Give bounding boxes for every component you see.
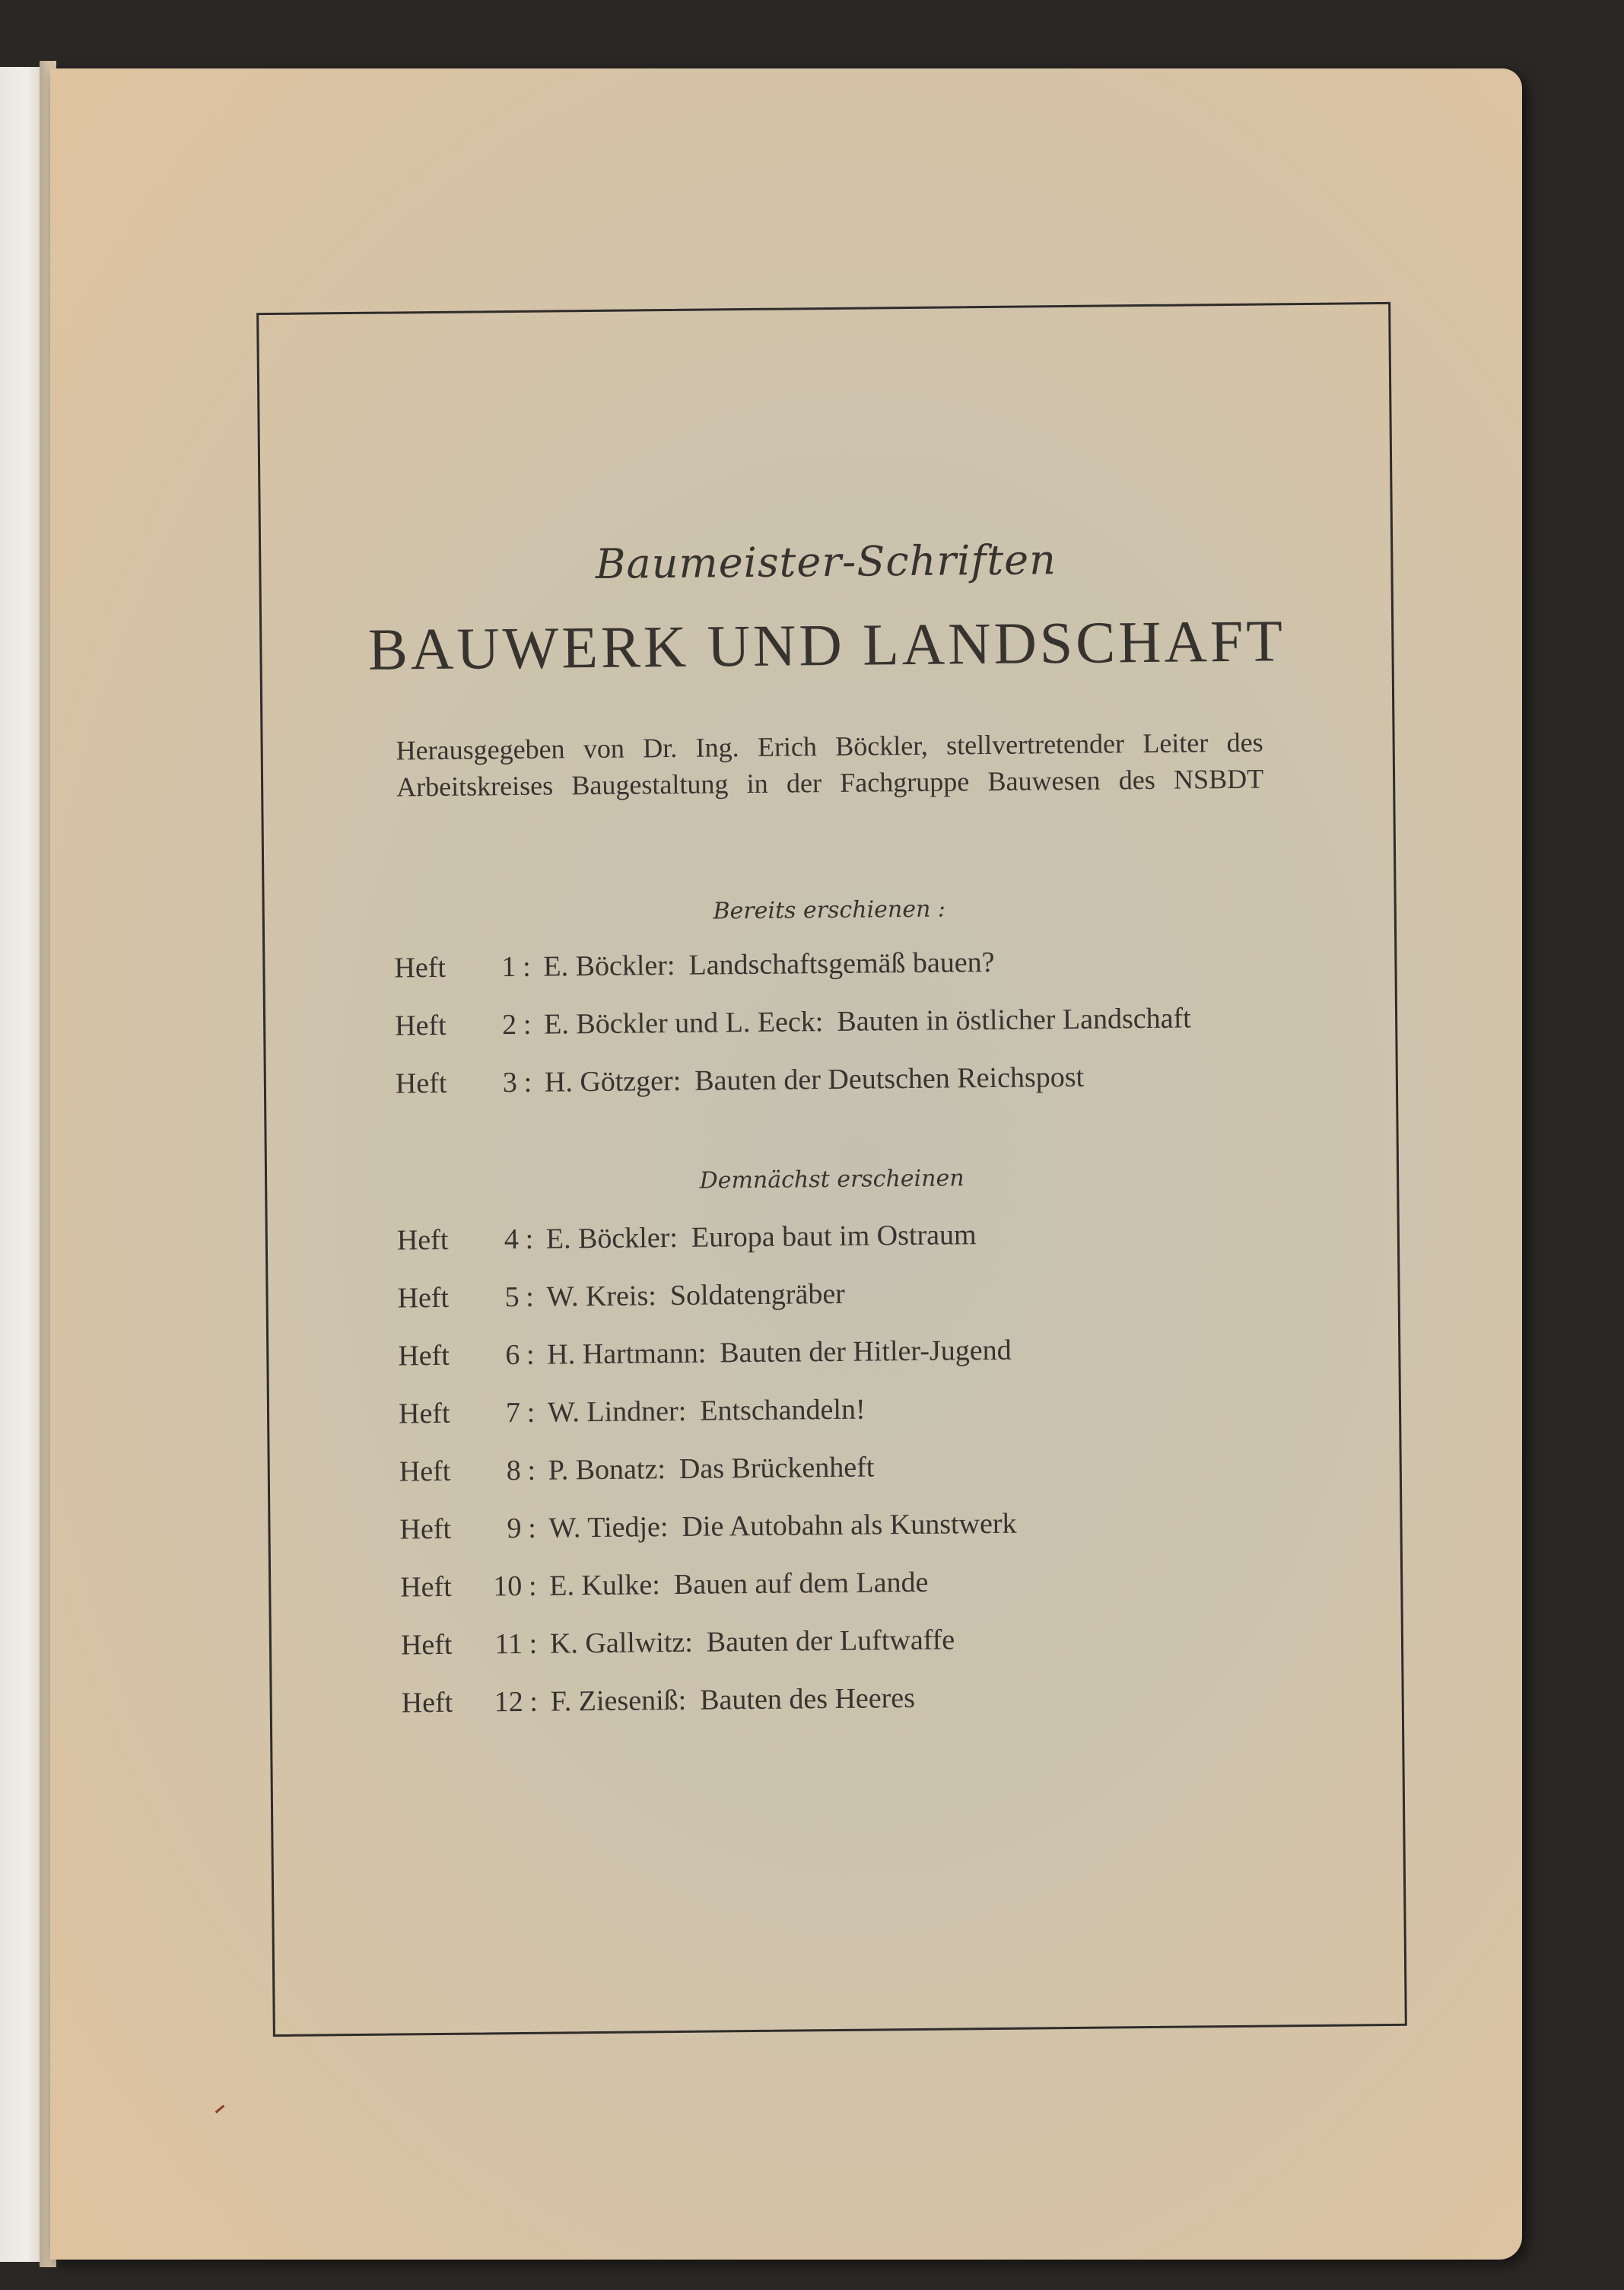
main-title: BAUWERK UND LANDSCHAFT: [367, 607, 1286, 682]
issue-number: 1: [501, 950, 516, 984]
separator: :: [685, 1626, 694, 1659]
issue-title: Bauten des Heeres: [700, 1681, 916, 1716]
issue-author: W. Tiedje: [548, 1511, 661, 1544]
issue-label: Heft: [394, 1009, 447, 1042]
issue-author: W. Lindner: [547, 1395, 679, 1429]
issue-label: Heft: [400, 1570, 452, 1604]
issue-title: Soldatengräber: [669, 1277, 846, 1312]
series-title: Baumeister-Schriften: [595, 536, 1057, 588]
issue-number: 10: [493, 1570, 523, 1603]
issue-author: F. Ziesenіß: [550, 1684, 679, 1718]
separator: :: [678, 1395, 687, 1427]
issue-number: 9: [507, 1512, 522, 1545]
issue-label: Heft: [401, 1686, 453, 1719]
page-content: [259, 304, 1405, 2034]
editor-line: Herausgegeben von Dr. Ing. Erich Böckler, stellvertretender Leiter des: [396, 727, 1263, 766]
list-item: [399, 1507, 1017, 1571]
separator: :: [652, 1569, 661, 1601]
issue-number: 11: [494, 1627, 523, 1661]
separator: :: [523, 1066, 532, 1099]
issue-author: E. Böckler und L. Eeck: [543, 1006, 816, 1041]
page-border-frame: [256, 302, 1407, 2037]
issue-title: Bauten in östlicher Landschaft: [837, 1002, 1191, 1038]
issue-title: Bauten der Deutschen Reichspost: [694, 1061, 1085, 1097]
list-item: [401, 1623, 1019, 1687]
issue-title: Entschandeln!: [700, 1393, 866, 1427]
editor-credit: [396, 724, 1263, 806]
separator: :: [522, 950, 531, 983]
issue-title: Die Autobahn als Kunstwerk: [682, 1507, 1017, 1543]
separator: :: [666, 949, 675, 982]
list-item: [397, 1218, 1015, 1282]
separator: :: [678, 1684, 687, 1716]
issue-number: 3: [502, 1066, 518, 1099]
issue-author: E. Kulke: [549, 1569, 653, 1602]
issue-author: W. Kreis: [546, 1280, 649, 1313]
list-item: [396, 1059, 1192, 1124]
published-heading: Bereits erschienen :: [713, 895, 946, 925]
separator: :: [528, 1570, 537, 1602]
issue-label: Heft: [399, 1512, 452, 1546]
separator: :: [659, 1511, 669, 1544]
issue-title: Europa baut im Ostraum: [691, 1219, 977, 1254]
list-item: [398, 1334, 1015, 1398]
issue-author: H. Götzger: [544, 1064, 673, 1099]
separator: :: [526, 1280, 535, 1313]
issue-label: Heft: [394, 951, 447, 984]
issue-label: Heft: [400, 1628, 453, 1662]
issue-label: Heft: [398, 1339, 450, 1372]
list-item: [400, 1565, 1018, 1629]
list-item: [395, 1001, 1191, 1067]
issue-author: H. Hartmann: [547, 1337, 698, 1371]
issue-number: 4: [504, 1223, 520, 1256]
issue-number: 6: [505, 1338, 520, 1372]
issue-author: E. Böckler: [545, 1222, 670, 1255]
separator: :: [657, 1453, 666, 1486]
separator: :: [526, 1396, 536, 1429]
issue-label: Heft: [396, 1223, 449, 1257]
issue-title: Das Brückenheft: [679, 1451, 875, 1485]
separator: :: [529, 1627, 538, 1660]
list-item: [399, 1449, 1017, 1513]
separator: :: [527, 1454, 536, 1487]
separator: :: [528, 1512, 536, 1544]
list-item: [397, 1276, 1015, 1340]
separator: :: [529, 1685, 539, 1718]
separator: :: [698, 1337, 707, 1369]
separator: :: [672, 1064, 682, 1097]
issue-number: 5: [504, 1280, 520, 1314]
issue-title: Bauten der Luftwaffe: [706, 1624, 955, 1659]
list-item: [399, 1391, 1016, 1455]
book-page: [50, 68, 1522, 2260]
upcoming-heading: Demnächst erscheinen: [699, 1165, 965, 1194]
issue-label: Heft: [399, 1455, 451, 1488]
separator: :: [669, 1221, 679, 1255]
red-pencil-mark: [215, 2105, 228, 2117]
issue-author: P. Bonatz: [548, 1453, 658, 1487]
issue-label: Heft: [397, 1281, 450, 1315]
editor-line: Arbeitskreises Baugestaltung in der Fachgruppe Bauwesen des NSBDT: [396, 763, 1264, 803]
facing-page-edge: [0, 67, 44, 2262]
issue-number: 12: [494, 1685, 523, 1719]
issue-author: E. Böckler: [543, 949, 668, 983]
issue-title: Bauten der Hitler-Jugend: [720, 1334, 1012, 1369]
issue-label: Heft: [395, 1067, 447, 1100]
issue-title: Bauen auf dem Lande: [673, 1566, 929, 1601]
separator: :: [815, 1006, 824, 1038]
list-item: [394, 943, 1190, 1009]
separator: :: [525, 1223, 534, 1255]
issue-number: 7: [505, 1396, 521, 1430]
issue-title: Landschaftsgemäß bauen?: [688, 946, 995, 981]
issue-number: 2: [501, 1008, 517, 1042]
separator: :: [648, 1280, 657, 1312]
separator: :: [526, 1338, 535, 1371]
issue-label: Heft: [398, 1397, 450, 1430]
issue-number: 8: [506, 1454, 521, 1487]
issue-author: K. Gallwitz: [549, 1626, 685, 1660]
list-item: [401, 1681, 1019, 1745]
separator: :: [523, 1008, 532, 1041]
published-list: [394, 943, 1192, 1124]
upcoming-list: [397, 1218, 1019, 1745]
